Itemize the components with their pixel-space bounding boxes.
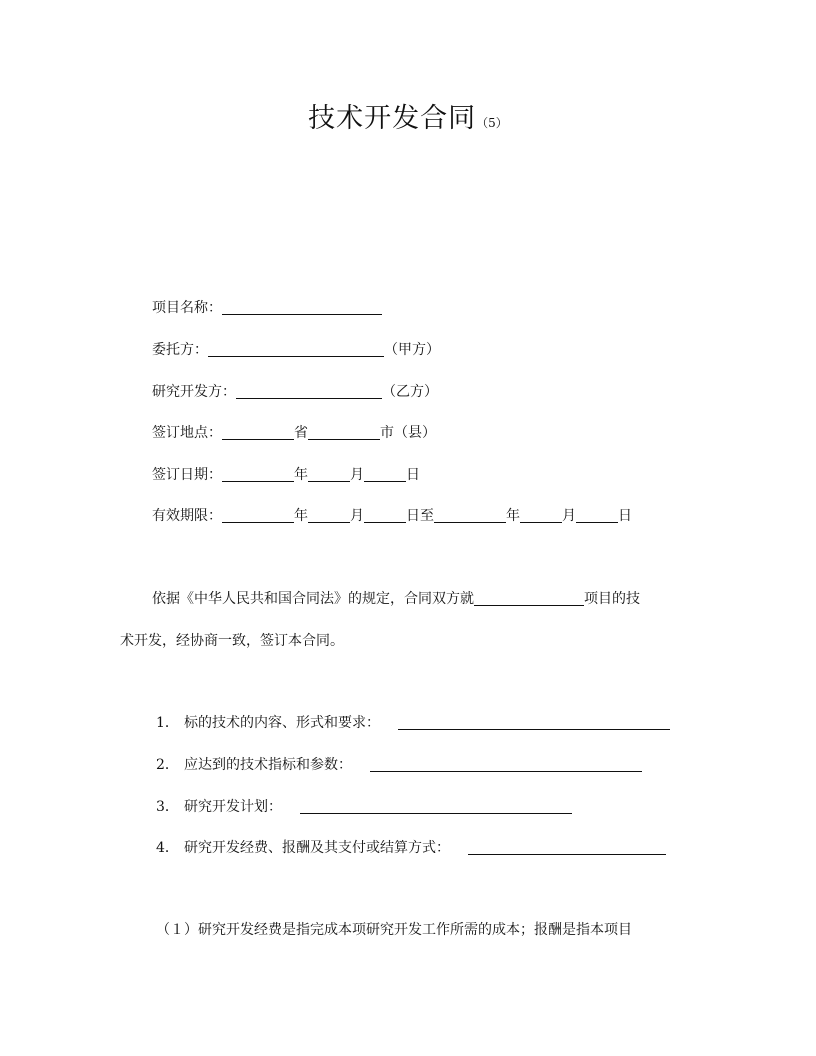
clause-1-blank[interactable] — [398, 713, 670, 730]
clause-4-text: 研究开发经费、报酬及其支付或结算方式： — [184, 840, 450, 856]
validity-start-month-text: 月 — [350, 508, 364, 524]
subclause-1-text: （１）研究开发经费是指完成本项研究开发工作所需的成本；报酬是指本项目 — [156, 922, 632, 938]
developer-blank[interactable] — [236, 382, 382, 399]
title-text: 技术开发合同 — [308, 103, 477, 134]
clause-2-text: 应达到的技术指标和参数： — [184, 757, 352, 773]
clause-1-text: 标的技术的内容、形式和要求： — [184, 715, 380, 731]
preamble-text-a: 依据《中华人民共和国合同法》的规定，合同双方就 — [152, 591, 474, 607]
date-label: 签订日期： — [152, 467, 222, 483]
validity-start-year-text: 年 — [294, 508, 308, 524]
document-title — [0, 96, 816, 135]
validity-end-year-blank[interactable] — [434, 506, 506, 523]
date-year-blank[interactable] — [222, 465, 294, 482]
client-label: 委托方： — [152, 342, 208, 358]
validity-start-day-blank[interactable] — [364, 506, 406, 523]
preamble-line-2 — [120, 631, 344, 651]
validity-start-month-blank[interactable] — [308, 506, 350, 523]
date-row — [152, 465, 420, 485]
clause-2-number: 2． — [156, 757, 179, 773]
place-label: 签订地点： — [152, 425, 222, 441]
date-year-text: 年 — [294, 467, 308, 483]
province-text: 省 — [294, 425, 308, 441]
validity-label: 有效期限： — [152, 508, 222, 524]
validity-day-to-text: 日至 — [406, 508, 434, 524]
title-suffix: （5） — [476, 116, 508, 130]
clause-4-number: 4． — [156, 840, 179, 856]
clause-4 — [156, 838, 666, 858]
province-blank[interactable] — [222, 423, 294, 440]
validity-end-month-blank[interactable] — [520, 506, 562, 523]
developer-row — [152, 382, 438, 402]
subclause-1 — [156, 920, 632, 940]
project-name-label: 项目名称： — [152, 300, 222, 316]
validity-end-year-text: 年 — [506, 508, 520, 524]
clause-2 — [156, 755, 642, 775]
validity-end-month-text: 月 — [562, 508, 576, 524]
place-row — [152, 423, 436, 443]
project-name-blank[interactable] — [222, 298, 382, 315]
client-row — [152, 340, 440, 360]
clause-4-blank[interactable] — [468, 838, 666, 855]
preamble-line-1 — [152, 589, 640, 609]
validity-row — [152, 506, 632, 526]
date-month-text: 月 — [350, 467, 364, 483]
date-day-text: 日 — [406, 467, 420, 483]
developer-suffix: （乙方） — [382, 384, 438, 400]
date-month-blank[interactable] — [308, 465, 350, 482]
city-text: 市（县） — [380, 425, 436, 441]
clause-3-blank[interactable] — [300, 797, 572, 814]
preamble-text-b: 项目的技 — [584, 591, 640, 607]
clause-1 — [156, 713, 670, 733]
clause-1-number: 1． — [156, 715, 179, 731]
clause-3 — [156, 797, 572, 817]
clause-2-blank[interactable] — [370, 755, 642, 772]
validity-end-day-text: 日 — [618, 508, 632, 524]
clause-3-number: 3． — [156, 799, 179, 815]
validity-end-day-blank[interactable] — [576, 506, 618, 523]
city-blank[interactable] — [308, 423, 380, 440]
project-name-row — [152, 298, 382, 318]
preamble-project-blank[interactable] — [474, 589, 584, 606]
developer-label: 研究开发方： — [152, 384, 236, 400]
clause-3-text: 研究开发计划： — [184, 799, 282, 815]
preamble-text-2: 术开发，经协商一致，签订本合同。 — [120, 633, 344, 649]
date-day-blank[interactable] — [364, 465, 406, 482]
client-blank[interactable] — [208, 340, 384, 357]
validity-start-year-blank[interactable] — [222, 506, 294, 523]
client-suffix: （甲方） — [384, 342, 440, 358]
